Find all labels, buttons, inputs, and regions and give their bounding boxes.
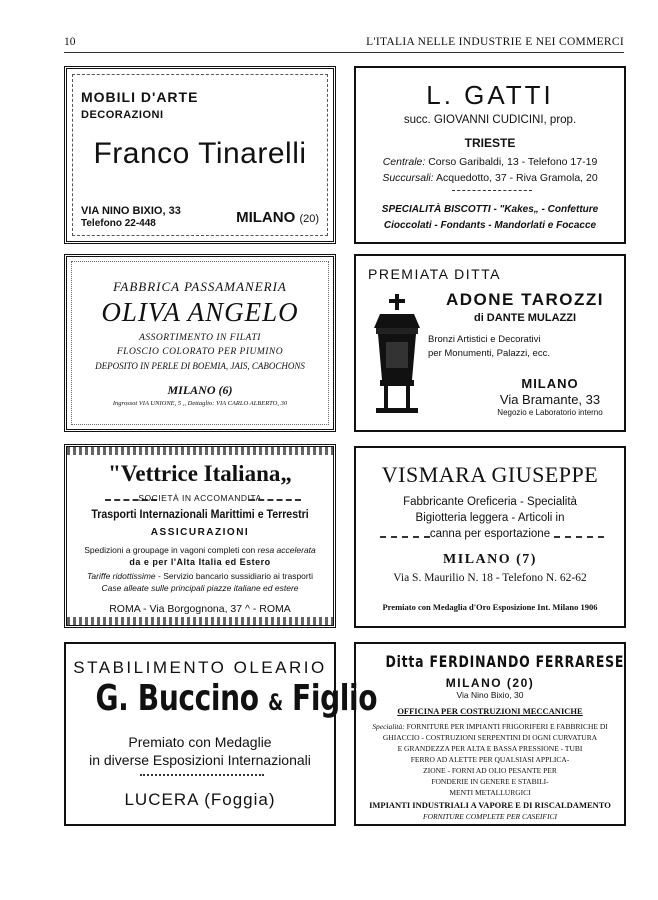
ad8-spec3: E GRANDEZZA PER ALTA E BASSA PRESSIONE - TUBI xyxy=(397,744,583,753)
ad7-ornament xyxy=(140,774,264,776)
ad6-name: VISMARA GIUSEPPE xyxy=(381,462,599,487)
ad-franco-tinarelli xyxy=(64,66,336,244)
ad1-name: Franco Tinarelli xyxy=(93,137,307,170)
ad2-branches: Acquedotto, 37 - Riva Gramola, 20 xyxy=(436,172,598,184)
ad8-title xyxy=(385,652,625,671)
ad2-city: TRIESTE xyxy=(464,136,516,150)
ad7-line4: in diverse Esposizioni Internazionali xyxy=(89,752,311,768)
page-header xyxy=(64,36,624,50)
ad6-address: Via S. Maurilio N. 18 - Telefono N. 62-62 xyxy=(393,572,587,584)
ad5-line2: da e per l'Alta Italia ed Estero xyxy=(129,557,271,567)
ad1-city-code: (20) xyxy=(299,213,319,225)
ad8-name: FERDINANDO FERRARESE xyxy=(429,652,625,671)
ad8-spec7: MENTI METALLURGICI xyxy=(449,788,531,797)
ad1-city: MILANO xyxy=(236,209,296,226)
ad2-name: L. GATTI xyxy=(426,80,554,110)
ad6-line3: canna per esportazione xyxy=(429,528,551,540)
ad1-phone: Telefono 22-448 xyxy=(81,218,156,229)
ad8-plants: IMPIANTI INDUSTRIALI A VAPORE E DI RISCALDAMENTO xyxy=(369,800,611,810)
ad3-name: OLIVA ANGELO xyxy=(101,297,299,327)
ad5-name: "Vettrice Italiana„ xyxy=(108,461,292,486)
ad5-transport: Trasporti Internazionali Marittimi e Terrestri xyxy=(91,509,309,521)
ad8-ditta: Ditta xyxy=(385,652,425,671)
ad7-name-b: Figlio xyxy=(292,678,378,719)
ad-vismara-giuseppe xyxy=(354,446,626,628)
ad8-spec4: FERRO AD ALETTE PER QUALSIASI APPLICA- xyxy=(410,755,570,764)
ad8-spec1: FORNITURE PER IMPIANTI FRIGORIFERI E FABBRICHE DI xyxy=(406,722,608,731)
ad4-owner: di DANTE MULAZZI xyxy=(473,312,577,324)
ad2-separator xyxy=(452,190,532,191)
ad2-central: Corso Garibaldi, 13 - Telefono 17-19 xyxy=(428,156,598,168)
ad4-desc1: Bronzi Artistici e Decorativi xyxy=(428,334,541,345)
ad8-city: MILANO (20) xyxy=(445,676,535,690)
ad7-line3: Premiato con Medaglie xyxy=(128,734,272,750)
ad7-name-amp: & xyxy=(268,691,283,716)
ad8-spec2: GHIACCIO - COSTRUZIONI SERPENTINI DI OGNI CURVATURA xyxy=(382,733,598,742)
ad2-central-label: Centrale: xyxy=(382,156,426,168)
page-number: 10 xyxy=(64,36,76,48)
ad5-insurance: ASSICURAZIONI xyxy=(150,527,250,538)
ad8-spec5: ZIONE - FORNI AD OLIO PESANTE PER xyxy=(423,766,557,775)
ad2-central-line xyxy=(356,156,624,168)
ad5-society: SOCIETÀ IN ACCOMANDITA xyxy=(138,493,262,503)
ad8-address: Via Nino Bixio, 30 xyxy=(456,690,524,700)
ad5-line3a: Tariffe ridottissime xyxy=(87,571,156,581)
ad8-spec1-line xyxy=(362,722,618,731)
funerary-lamp-illustration xyxy=(368,292,426,416)
ad4-desc2: per Monumenti, Palazzi, ecc. xyxy=(428,348,550,359)
ad-ferdinando-ferrarese xyxy=(354,642,626,826)
ad1-city-wrap xyxy=(236,209,319,226)
ad-l-gatti xyxy=(354,66,626,244)
ad2-successor: succ. GIOVANNI CUDICINI, prop. xyxy=(403,114,577,126)
ad6-line1: Fabbricante Oreficeria - Specialità xyxy=(403,496,577,508)
ad4-address: Via Bramante, 33 xyxy=(499,392,601,407)
ad4-note: Negozio e Laboratorio interno xyxy=(497,408,603,417)
ad8-spec6: FONDERIE IN GENERE E STABILI- xyxy=(431,777,549,786)
ad8-spec-label: Specialità: xyxy=(372,722,405,731)
ad5-rule-right xyxy=(249,499,301,501)
ad7-line1: STABILIMENTO OLEARIO xyxy=(73,658,327,677)
ad7-city: LUCERA (Foggia) xyxy=(124,790,276,809)
ad6-rule-right xyxy=(554,536,604,538)
ad3-line1: FABBRICA PASSAMANERIA xyxy=(113,279,287,294)
ad5-line1b: resa accelerata xyxy=(257,545,316,555)
ad2-specialties2: Cioccolati - Fondants - Mandorlati e Focacce xyxy=(383,220,597,231)
ad6-line2: Bigiotteria leggera - Articoli in xyxy=(415,512,565,524)
ad1-line2: DECORAZIONI xyxy=(81,109,164,121)
ad6-city: MILANO (7) xyxy=(443,552,537,567)
ad8-workshop: OFFICINA PER COSTRUZIONI MECCANICHE xyxy=(397,706,583,716)
ad3-line3: ASSORTIMENTO IN FILATI xyxy=(139,333,261,343)
ad-vettrice-italiana xyxy=(64,444,336,628)
ad2-specialties1: SPECIALITÀ BISCOTTI - "Kakes„ - Confetture xyxy=(381,204,599,215)
ad4-premiata: PREMIATA DITTA xyxy=(368,266,502,282)
ad4-city: MILANO xyxy=(521,376,579,391)
ad5-line1a: Spedizioni a groupage in vagoni completi con xyxy=(84,545,256,555)
ad5-line4: Case alleate sulle principali piazze italiane ed estere xyxy=(101,583,299,593)
ad6-award: Premiato con Medaglia d'Oro Esposizione Int. Milano 1906 xyxy=(382,602,598,612)
ad5-line3b: - Servizio bancario sussidiario ai trasporti xyxy=(158,571,313,581)
ad7-name xyxy=(95,678,378,719)
ad3-footer: Ingrossot VIA UNIONE, 5 ,, Dettaglio: VIA CARLO ALBERTO, 30 xyxy=(112,400,288,407)
ad1-address: VIA NINO BIXIO, 33 xyxy=(81,205,181,217)
header-rule xyxy=(64,52,624,53)
ad3-line4: FLOSCIO COLORATO PER PIUMINO xyxy=(116,347,284,357)
ad3-line5: DEPOSITO IN PERLE DI BOEMIA, JAIS, CABOCHONS xyxy=(95,361,305,371)
ad7-name-a: G. Buccino xyxy=(95,678,259,719)
ad2-branches-line xyxy=(356,172,624,184)
ad-oliva-angelo xyxy=(64,254,336,432)
ad5-line3 xyxy=(67,571,333,581)
ad5-line1 xyxy=(67,545,333,555)
ad-g-buccino-figlio xyxy=(64,642,378,826)
ad-adone-tarozzi xyxy=(354,254,626,432)
ad8-supplies: FORNITURE COMPLETE PER CASEIFICI xyxy=(423,812,557,821)
ad5-address: ROMA - Via Borgognona, 37 ^ - ROMA xyxy=(109,603,291,615)
ad3-city: MILANO (6) xyxy=(167,383,233,397)
ad4-name: ADONE TAROZZI xyxy=(445,290,604,309)
running-title: L'ITALIA NELLE INDUSTRIE E NEI COMMERCI xyxy=(366,36,624,48)
ad1-line1: MOBILI D'ARTE xyxy=(81,89,199,105)
ad2-branches-label: Succursali: xyxy=(382,172,434,184)
